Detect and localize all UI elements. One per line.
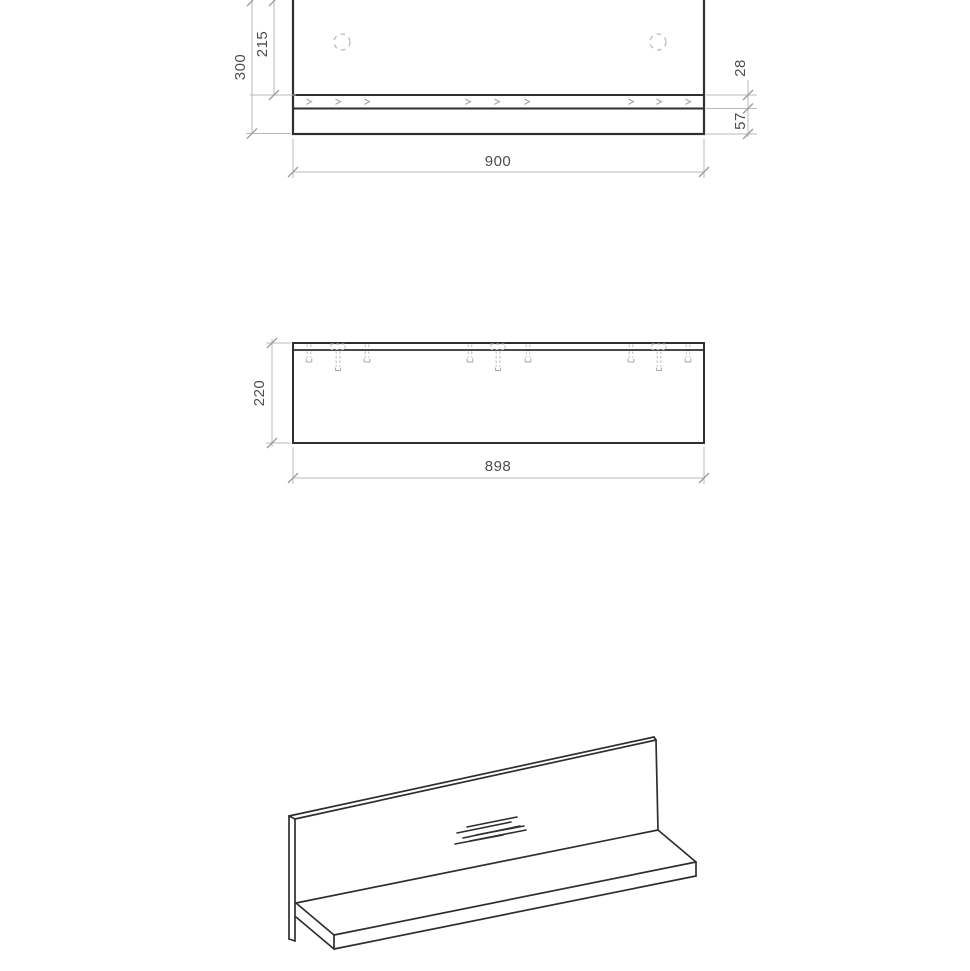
front-view-width-dimension <box>288 139 709 178</box>
top-view-board <box>293 343 704 443</box>
front-view-panel <box>293 0 704 134</box>
iso-grain-marks <box>455 817 526 844</box>
dim-total-height-label: 300 <box>232 53 249 81</box>
front-view-right-dimensions <box>706 59 757 139</box>
top-view <box>251 338 709 484</box>
top-view-width-dimension <box>288 447 709 484</box>
isometric-view <box>289 737 696 949</box>
dim-width-900-label: 900 <box>484 153 512 170</box>
dim-depth-label: 220 <box>251 379 268 407</box>
dim-shelf-thickness-label: 28 <box>732 59 749 77</box>
dim-upper-height-label: 215 <box>254 30 271 58</box>
iso-shelf-board <box>296 830 696 949</box>
dim-lower-height-label: 57 <box>732 112 749 130</box>
front-view <box>232 0 757 178</box>
top-view-depth-dimension <box>251 338 291 448</box>
dim-width-898-label: 898 <box>484 458 512 475</box>
front-view-left-dimensions <box>232 0 296 139</box>
